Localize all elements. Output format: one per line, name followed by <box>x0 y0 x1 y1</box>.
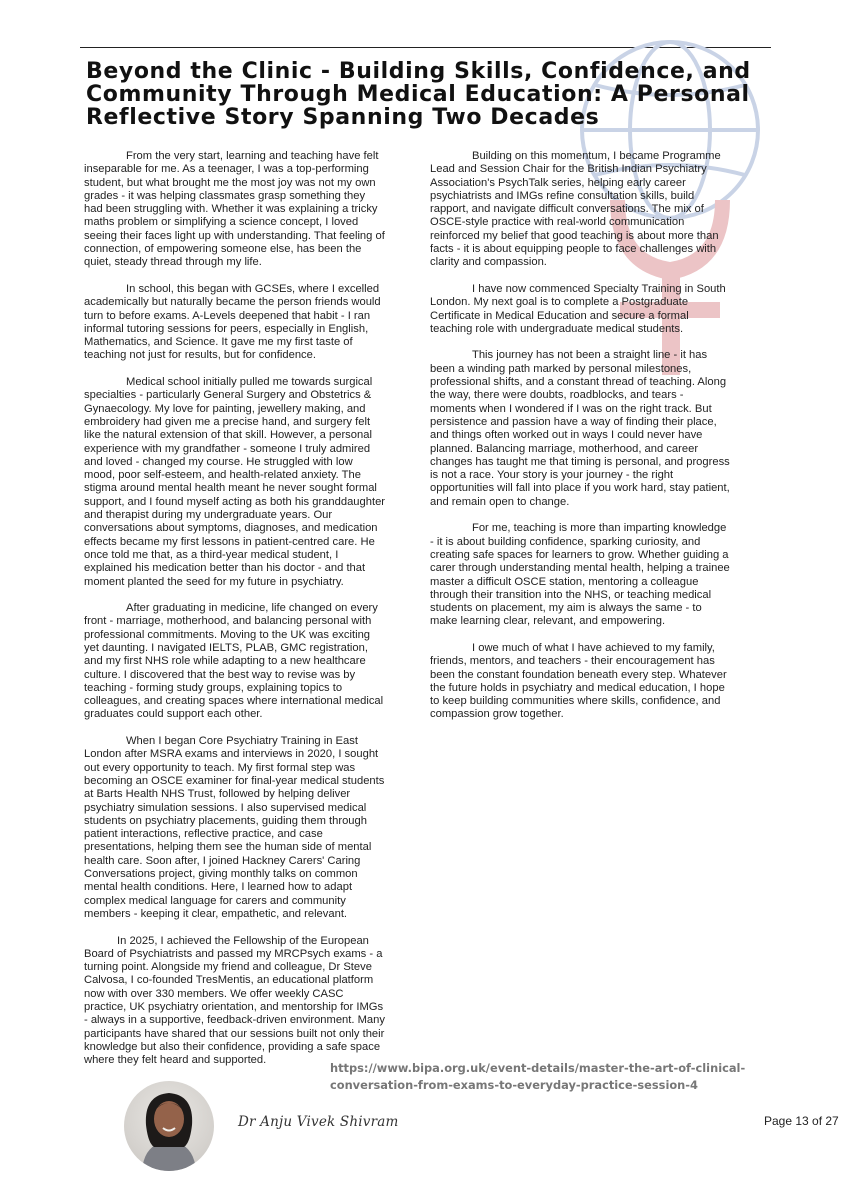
paragraph: In 2025, I achieved the Fellowship of the European Board of Psychiatrists and passed my MRCPsych exams - a turning point. Alongside my friend and colleague, Dr Steve Calvosa, I co-founded TresMentis, an educational platform now with over 330 members. We offer weekly CASC practice, UK psychiatry orientation, and mentorship for IMGs - always in a supportive, feedback-driven environment. Many participants have shared that our sessions built not only their knowledge but also their confidence, providing a safe space where they felt heard and supported. <box>84 934 385 1067</box>
paragraph: For me, teaching is more than imparting knowledge - it is about building confidence, sparking curiosity, and creating safe spaces for learners to grow. Whether guiding a carer through understanding mental health, helping a trainee master a difficult OSCE station, mentoring a colleague through their transition into the NHS, or teaching medical students on placement, my aim is always the same - to make learning clear, relevant, and empowering. <box>430 522 730 628</box>
author-name: Dr Anju Vivek Shivram <box>238 1114 399 1130</box>
paragraph: This journey has not been a straight line - it has been a winding path marked by personal milestones, professional shifts, and a constant thread of teaching. Along the way, there were doubts, roadblocks, and tears - moments when I wondered if I was on the right track. But persistence and passion have a way of finding their place, and things often worked out in ways I could never have planned. Balancing marriage, motherhood, and career changes has taught me that timing is personal, and progress is not a race. Your story is your journey - the right opportunities will fall into place if you work hard, stay patient, and remain open to change. <box>430 349 730 508</box>
article-title: Beyond the Clinic - Building Skills, Confidence, and Community Through Medical Education: A Personal Reflective Story Spanning Two Decades <box>86 59 751 130</box>
paragraph: Building on this momentum, I became Programme Lead and Session Chair for the British Indian Psychiatry Association's PsychTalk series, helping early career psychiatrists and IMGs refine consultation skills, build rapport, and navigate difficult conversations. The mix of OSCE-style practice with real-world communication reinforced my belief that good teaching is about more than facts - it is about equipping people to face challenges with clarity and compassion. <box>430 150 721 269</box>
page-number: Page 13 of 27 <box>764 1114 839 1128</box>
paragraph: I owe much of what I have achieved to my family, friends, mentors, and teachers - their encouragement has been the constant foundation beneath every step. Whatever the future holds in psychiatry and medical education, I hope to keep building communities where skills, confidence, and compassion grow together. <box>430 641 727 721</box>
author-photo-icon <box>124 1081 214 1171</box>
paragraph: From the very start, learning and teaching have felt inseparable for me. As a teenager, I was a top-performing student, but what brought me the most joy was not my own grades - it was helping classmates grasp something they had been struggling with. Whether it was explaining a tricky maths problem or simplifying a science concept, I loved seeing their faces light up with understanding. That feeling of connection, of empowering someone else, has been the quiet, steady thread through my life. <box>84 150 385 269</box>
paragraph: Medical school initially pulled me towards surgical specialties - particularly General Surgery and Obstetrics & Gynaecology. My love for painting, jewellery making, and embroidery had given me a precise hand, and surgery felt like the natural extension of that skill. However, a personal experience with my grandfather - someone I truly admired and loved - changed my course. He struggled with low mood, poor self-esteem, and health-related anxiety. The stigma around mental health meant he never sought formal support, and I found myself acting as both his granddaughter and therapist during my undergraduate years. Our conversations about symptoms, diagnoses, and medication effects became my first lessons in patient-centred care. He once told me that, as a third-year medical student, I explained his medication better than his doctor - and that moment planted the seed for my future in psychiatry. <box>84 376 386 588</box>
paragraph: When I began Core Psychiatry Training in East London after MSRA exams and interviews in 2020, I sought out every opportunity to teach. My first formal step was becoming an OSCE examiner for final-year medical students at Barts Health NHS Trust, followed by helping deliver psychiatry simulation sessions. I also supervised medical students on psychiatry placements, guiding them through patient interactions, reflective practice, and case presentations, helping them see the human side of mental health care. Soon after, I joined Hackney Carers' Caring Conversations project, giving monthly talks on common mental health conditions. Here, I learned how to adapt complex medical language for carers and community members - keeping it clear, empathetic, and relevant. <box>84 735 385 920</box>
right-column <box>430 150 732 735</box>
author-avatar <box>124 1081 214 1171</box>
paragraph: I have now commenced Specialty Training in South London. My next goal is to complete a Postgraduate Certificate in Medical Education and secure a formal teaching role with undergraduate medical students. <box>430 282 726 335</box>
paragraph: In school, this began with GCSEs, where I excelled academically but naturally became the person friends would turn to before exams. A-Levels deepened that habit - I ran informal tutoring sessions for peers, especially in English, Mathematics, and Science. It gave me my first taste of teaching not just for results, but for confidence. <box>84 282 381 362</box>
event-link[interactable]: https://www.bipa.org.uk/event-details/master-the-art-of-clinical-conversation-from-exams-to-everyday-practice-session-4 <box>330 1061 746 1092</box>
paragraph: After graduating in medicine, life changed on every front - marriage, motherhood, and balancing personal with professional commitments. Moving to the UK was exciting yet daunting. I navigated IELTS, PLAB, GMC registration, and my first NHS role while adapting to a new healthcare culture. I discovered that the best way to revise was by teaching - forming study groups, explaining topics to colleagues, and creating spaces where international medical graduates could support each other. <box>84 602 384 721</box>
left-column <box>84 150 386 1081</box>
